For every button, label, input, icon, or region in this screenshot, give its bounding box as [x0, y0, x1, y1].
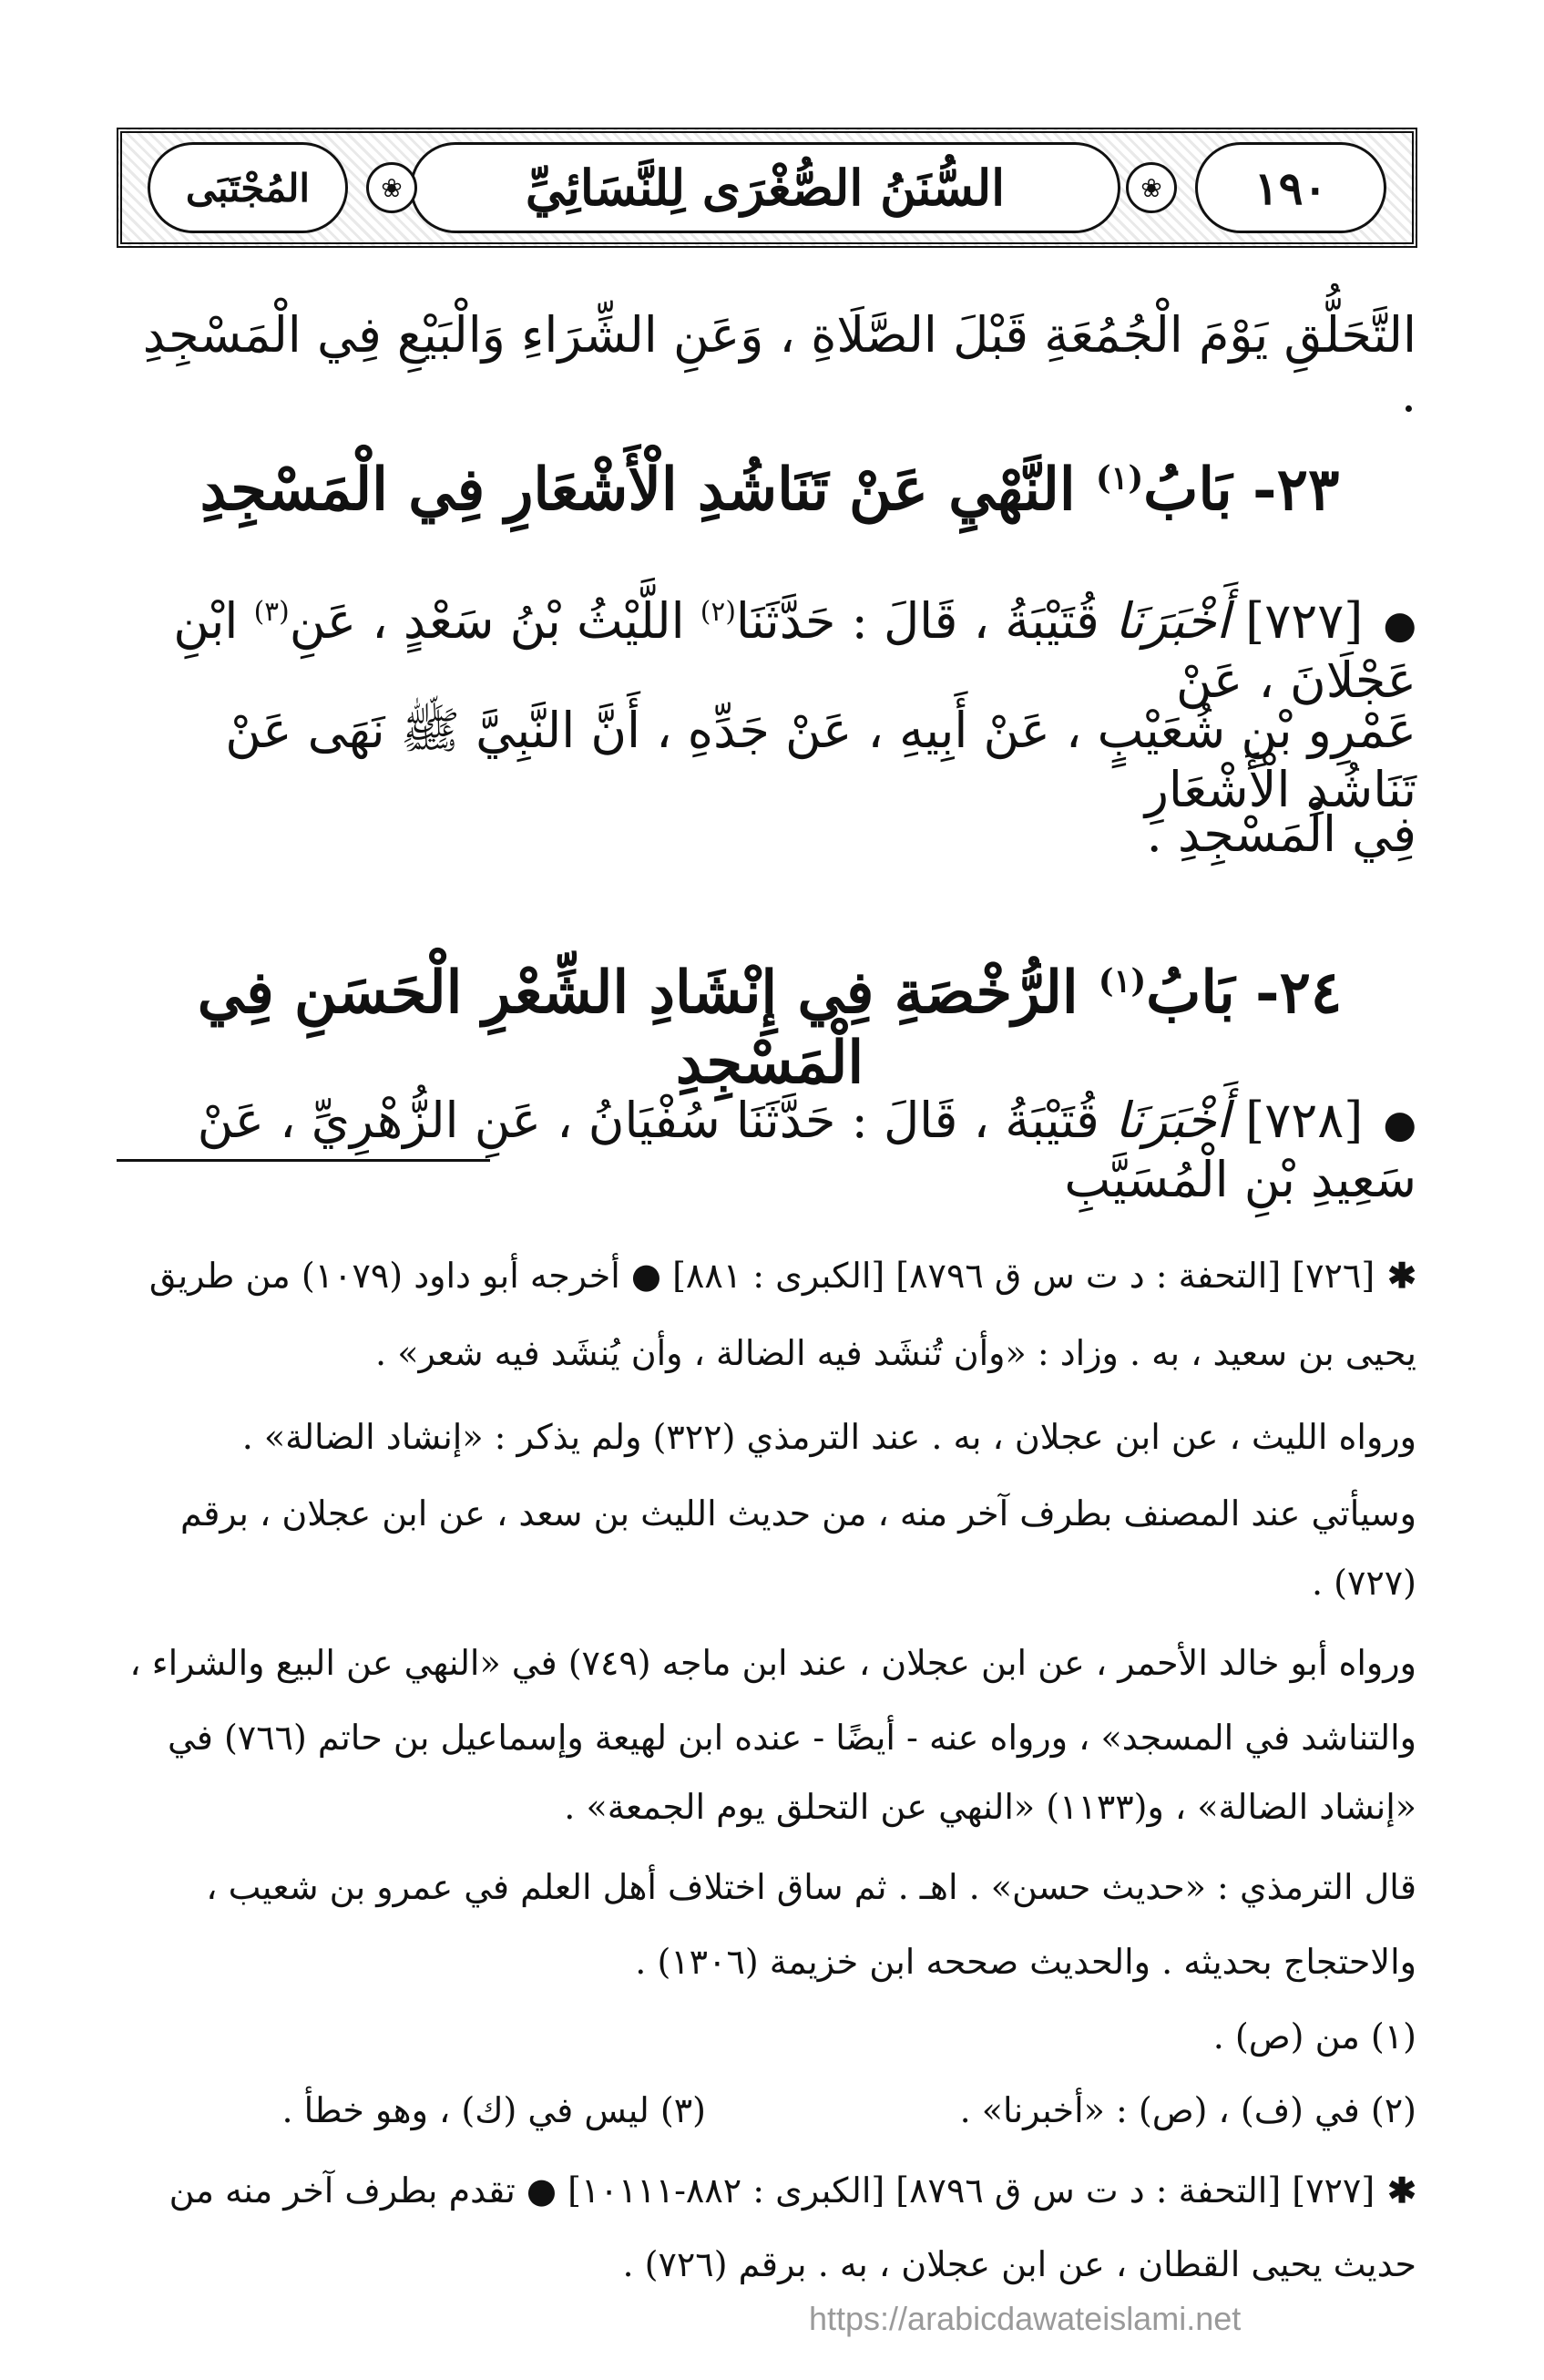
- book-title: السُّنَنُ الصُّغْرَى لِلنَّسَائِيِّ: [410, 142, 1120, 233]
- footnote-line: يحيى بن سعيد ، به . وزاد : «وأن تُنشَد فيه الضالة ، وأن يُنشَد فيه شعر» .: [375, 1333, 1416, 1373]
- footnote-line: [123, 1252, 1416, 1299]
- footnote-line: [123, 2167, 1416, 2214]
- star-icon: ✱: [1387, 1255, 1416, 1296]
- footnote-line: (٧٢٧) .: [1311, 1563, 1416, 1603]
- footnote-line: والاحتجاج بحديثه . والحديث صححه ابن خزيمة (١٣٠٦) .: [635, 1942, 1416, 1982]
- footnote-line: «إنشاد الضالة» ، و(١١٣٣) «النهي عن التحلق يوم الجمعة» .: [564, 1787, 1416, 1827]
- chapter-title: الرُّخْصَةِ فِي إِنْشَادِ الشِّعْرِ الْحَسَنِ فِي الْمَسْجِدِ: [197, 959, 1079, 1097]
- footnote-ref: (٣): [253, 596, 290, 628]
- footnote-ref: (١): [1098, 962, 1147, 1000]
- star-icon: ✱: [1387, 2170, 1416, 2211]
- chapter-number: ٢٤-: [1254, 959, 1343, 1027]
- footnote-separator: [117, 1159, 490, 1162]
- hadith-line: فِي الْمَسْجِدِ .: [1146, 805, 1416, 863]
- bullet-icon: ●: [1383, 1102, 1416, 1146]
- footnote-ref: (٢): [700, 596, 736, 628]
- akhbarana: أَخْبَرَنَا: [1115, 592, 1230, 650]
- chapter-number: ٢٣-: [1253, 456, 1340, 524]
- footnote-line: والتناشد في المسجد» ، ورواه عنه - أيضًا - عنده ابن لهيعة وإسماعيل بن حاتم (٧٦٦) في: [168, 1718, 1416, 1758]
- hadith-line: [123, 1092, 1416, 1210]
- text-line: التَّحَلُّقِ يَوْمَ الْجُمُعَةِ قَبْلَ الصَّلَاةِ ، وَعَنِ الشِّرَاءِ وَالْبَيْعِ فِي الْمَسْجِدِ .: [142, 306, 1416, 423]
- chapter-word: بَابُ: [1146, 959, 1235, 1027]
- hadith-line: عَمْرِو بْنِ شُعَيْبٍ ، عَنْ أَبِيهِ ، عَنْ جَدِّهِ ، أَنَّ النَّبِيَّ ﷺ نَهَى عَنْ تَنَاشُدِ الْأَشْعَارِ: [225, 702, 1416, 818]
- footnote-text: [٧٢٧] [التحفة : د ت س ق ٨٧٩٦] [الكبرى : ٨٨٢-١٠١١١] ● تقدم بطرف آخر منه من: [169, 2170, 1375, 2211]
- chapter-heading: [123, 959, 1416, 1099]
- chapter-heading: [123, 456, 1416, 526]
- variant-note: (٢) في (ف) ، (ص) : «أخبرنا» .: [959, 2090, 1416, 2130]
- hadith-text: قُتَيْبَةُ ، قَالَ : حَدَّثَنَا: [735, 592, 1099, 650]
- hadith-line: [123, 592, 1416, 711]
- page-number: ١٩٠: [1195, 142, 1386, 233]
- footnote-text: [٧٢٦] [التحفة : د ت س ق ٨٧٩٦] [الكبرى : ٨٨١] ● أخرجه أبو داود (١٠٧٩) من طريق: [148, 1256, 1375, 1296]
- bullet-icon: ●: [1383, 602, 1416, 647]
- ornament-icon: ❀: [366, 162, 417, 213]
- watermark: https://arabicdawateislami.net: [809, 2300, 1242, 2337]
- variant-note: (٣) ليس في (ك) ، وهو خطأ .: [281, 2090, 706, 2130]
- hadith-text: قُتَيْبَةُ ، قَالَ : حَدَّثَنَا سُفْيَانُ ، عَنِ الزُّهْرِيِّ ، عَنْ سَعِيدِ بْنِ الْمُسَيَّبِ: [197, 1092, 1416, 1208]
- footnote-line: حديث يحيى القطان ، عن ابن عجلان ، به . برقم (٧٢٦) .: [622, 2244, 1416, 2284]
- book-emblem: المُجْتَبَى: [148, 142, 348, 233]
- hadith-text: اللَّيْثُ بْنُ سَعْدٍ ، عَنِ: [289, 592, 685, 650]
- hadith-text: ابْنِ عَجْلَانَ ، عَنْ: [173, 592, 1416, 709]
- chapter-word: بَابُ: [1143, 456, 1232, 524]
- variant-note: (١) من (ص) .: [1212, 2016, 1416, 2057]
- ornament-icon: ❀: [1126, 162, 1177, 213]
- page-header: [117, 128, 1417, 248]
- chapter-title: النَّهْيِ عَنْ تَنَاشُدِ الْأَشْعَارِ فِي الْمَسْجِدِ: [199, 456, 1076, 524]
- footnote-line: ورواه الليث ، عن ابن عجلان ، به . عند الترمذي (٣٢٢) ولم يذكر : «إنشاد الضالة» .: [241, 1417, 1416, 1457]
- footnote-line: ورواه أبو خالد الأحمر ، عن ابن عجلان ، عند ابن ماجه (٧٤٩) في «النهي عن البيع والشراء ،: [129, 1643, 1416, 1683]
- variant-notes-row: [123, 2090, 1416, 2130]
- footnote-line: وسيأتي عند المصنف بطرف آخر منه ، من حديث الليث بن سعد ، عن ابن عجلان ، برقم: [179, 1493, 1416, 1534]
- akhbarana: أَخْبَرَنَا: [1115, 1092, 1230, 1149]
- hadith-number: [٧٢٧]: [1245, 592, 1364, 650]
- hadith-number: [٧٢٨]: [1245, 1092, 1364, 1149]
- footnote-line: قال الترمذي : «حديث حسن» . اهـ . ثم ساق اختلاف أهل العلم في عمرو بن شعيب ،: [206, 1867, 1416, 1907]
- footnote-ref: (١): [1095, 459, 1144, 498]
